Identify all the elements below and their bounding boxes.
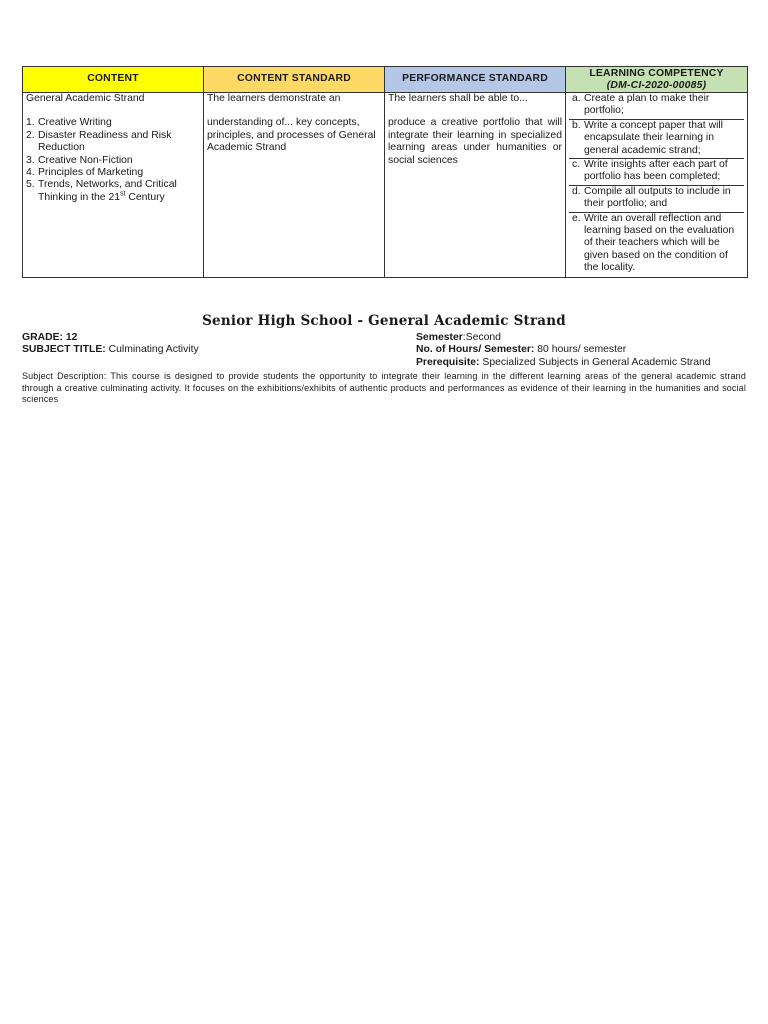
hours-line: [416, 344, 626, 356]
hours-value: 80 hours/ semester: [537, 344, 627, 355]
grade-label: GRADE:: [22, 332, 63, 343]
curriculum-table: [22, 66, 748, 278]
header-learning-competency: [566, 67, 748, 93]
header-content-standard: CONTENT STANDARD: [204, 67, 385, 93]
learning-competency-code: (DM-CI-2020-00085): [606, 79, 707, 91]
performance-standard-cell: [385, 93, 566, 278]
competency-item: a. Create a plan to make their portfolio;: [569, 93, 744, 120]
semester-value: Second: [465, 332, 501, 343]
content-standard-cell: [204, 93, 385, 278]
grade-line: [22, 332, 77, 344]
prerequisite-line: [416, 357, 711, 369]
list-item: 3. Creative Non-Fiction: [26, 154, 133, 166]
list-item: 4. Principles of Marketing: [26, 167, 144, 179]
competency-item: b. Write a concept paper that will encapsulate their learning in general academic strand;: [569, 120, 744, 159]
learning-competency-cell: [566, 93, 748, 278]
table-row: [23, 93, 748, 278]
semester-line: Semester:Second: [416, 332, 501, 343]
prerequisite-label: Prerequisite:: [416, 357, 480, 368]
subject-label: SUBJECT TITLE:: [22, 344, 106, 355]
competency-item: d. Compile all outputs to include in their portfolio; and: [569, 186, 744, 213]
subject-line: [22, 344, 199, 356]
competency-item: e. Write an overall reflection and learning based on the evaluation of their teachers which will be given based on the condition of the locality.: [572, 212, 735, 274]
content-standard-intro: The learners demonstrate an: [207, 93, 341, 104]
subject-description: Subject Description: This course is designed to provide students the opportunity to integrate their learning in the different learning areas of the general academic strand through a creative culminating activity. It focuses on the exhibitions/exhibits of authentic products and performances as evidence of their learning in the humanities and social sciences: [22, 371, 746, 404]
header-performance-standard: PERFORMANCE STANDARD: [385, 67, 566, 93]
learning-competency-label: LEARNING COMPETENCY: [589, 67, 724, 79]
list-item: 2. Disaster Readiness and Risk Reduction: [26, 129, 172, 154]
table-header-row: [23, 67, 748, 93]
subject-value: Culminating Activity: [108, 344, 199, 355]
competency-item: c. Write insights after each part of portfolio has been completed;: [569, 159, 744, 186]
semester-label: Semester: [416, 332, 463, 343]
header-content: CONTENT: [23, 67, 204, 93]
performance-standard-intro: The learners shall be able to...: [388, 93, 528, 104]
prerequisite-value: Specialized Subjects in General Academic Strand: [482, 357, 711, 368]
grade-value: 12: [65, 332, 78, 343]
content-cell: [23, 93, 204, 278]
list-item: 5. Trends, Networks, and Critical Thinking in the 21st Century: [26, 179, 177, 203]
content-standard-text: understanding of... key concepts, principles, and processes of General Academic Strand: [207, 117, 376, 154]
performance-standard-text: produce a creative portfolio that will integrate their learning in specialized learning areas under humanities or social sciences: [388, 117, 562, 166]
content-strand: General Academic Strand: [26, 93, 145, 104]
hours-label: No. of Hours/ Semester:: [416, 344, 535, 355]
content-list: [26, 117, 200, 204]
page-title: Senior High School - General Academic Strand: [202, 313, 566, 329]
list-item: 1. Creative Writing: [26, 117, 112, 129]
